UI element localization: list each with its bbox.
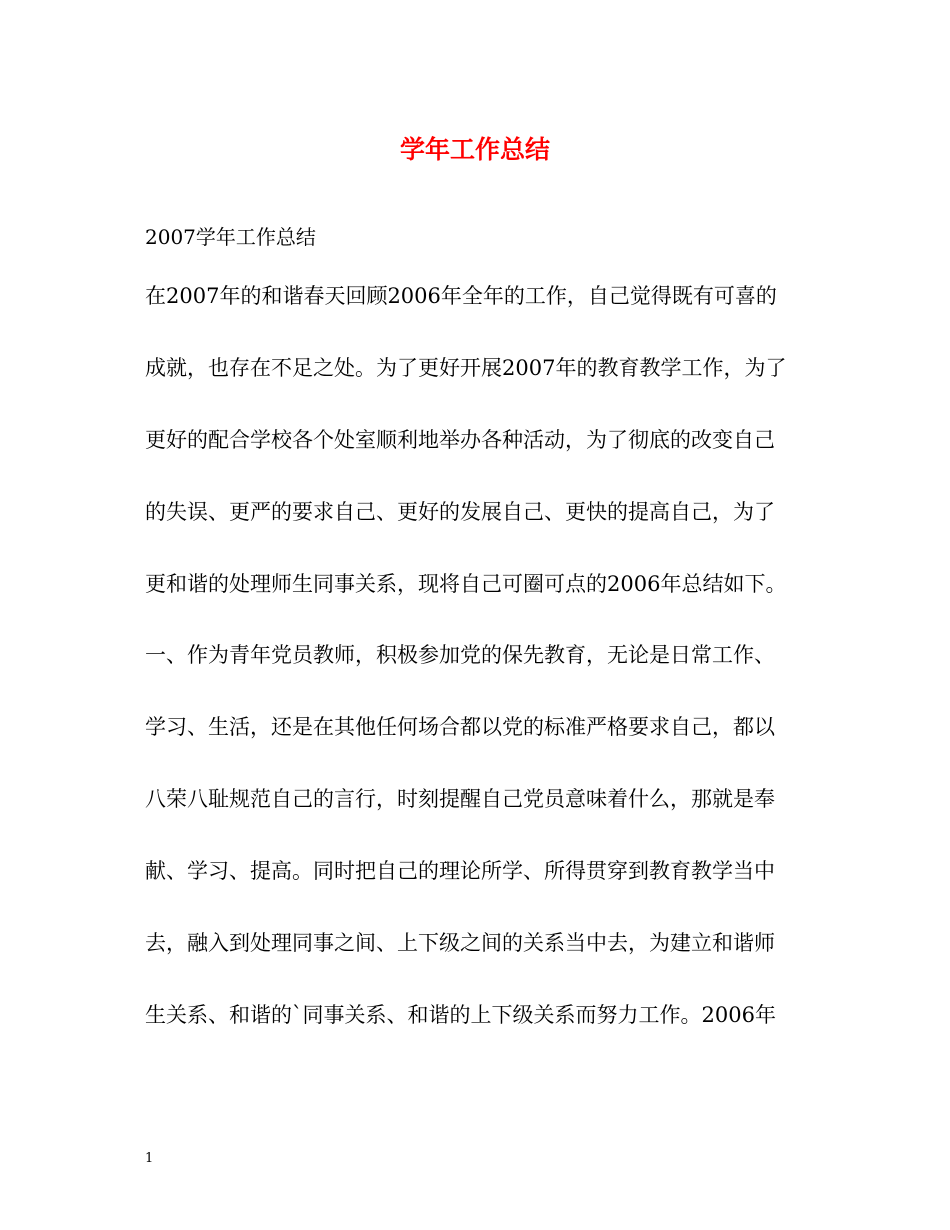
document-subtitle: 2007学年工作总结 bbox=[145, 225, 316, 249]
body-line: 学习、生活，还是在其他任何场合都以党的标准严格要求自己，都以 bbox=[145, 715, 775, 740]
body-line: 八荣八耻规范自己的言行，时刻提醒自己党员意味着什么，那就是奉 bbox=[145, 787, 775, 812]
body-line: 一、作为青年党员教师，积极参加党的保先教育，无论是日常工作、 bbox=[145, 643, 775, 668]
body-text bbox=[145, 266, 825, 1057]
body-line: 的失误、更严的要求自己、更好的发展自己、更快的提高自己，为了 bbox=[145, 499, 775, 524]
body-line: 更和谐的处理师生同事关系，现将自己可圈可点的2006年总结如下。 bbox=[145, 571, 787, 596]
body-line: 更好的配合学校各个处室顺利地举办各种活动，为了彻底的改变自己 bbox=[145, 427, 775, 452]
body-line: 成就，也存在不足之处。为了更好开展2007年的教育教学工作，为了 bbox=[145, 355, 787, 380]
document-title: 学年工作总结 bbox=[399, 135, 550, 164]
body-line: 生关系、和谐的`同事关系、和谐的上下级关系而努力工作。2006年 bbox=[145, 1002, 776, 1027]
body-line: 献、学习、提高。同时把自己的理论所学、所得贯穿到教育教学当中 bbox=[145, 859, 775, 884]
body-line: 去，融入到处理同事之间、上下级之间的关系当中去，为建立和谐师 bbox=[145, 931, 775, 956]
body-line: 在2007年的和谐春天回顾2006年全年的工作，自己觉得既有可喜的 bbox=[145, 284, 777, 308]
page-number: 1 bbox=[145, 1151, 154, 1166]
